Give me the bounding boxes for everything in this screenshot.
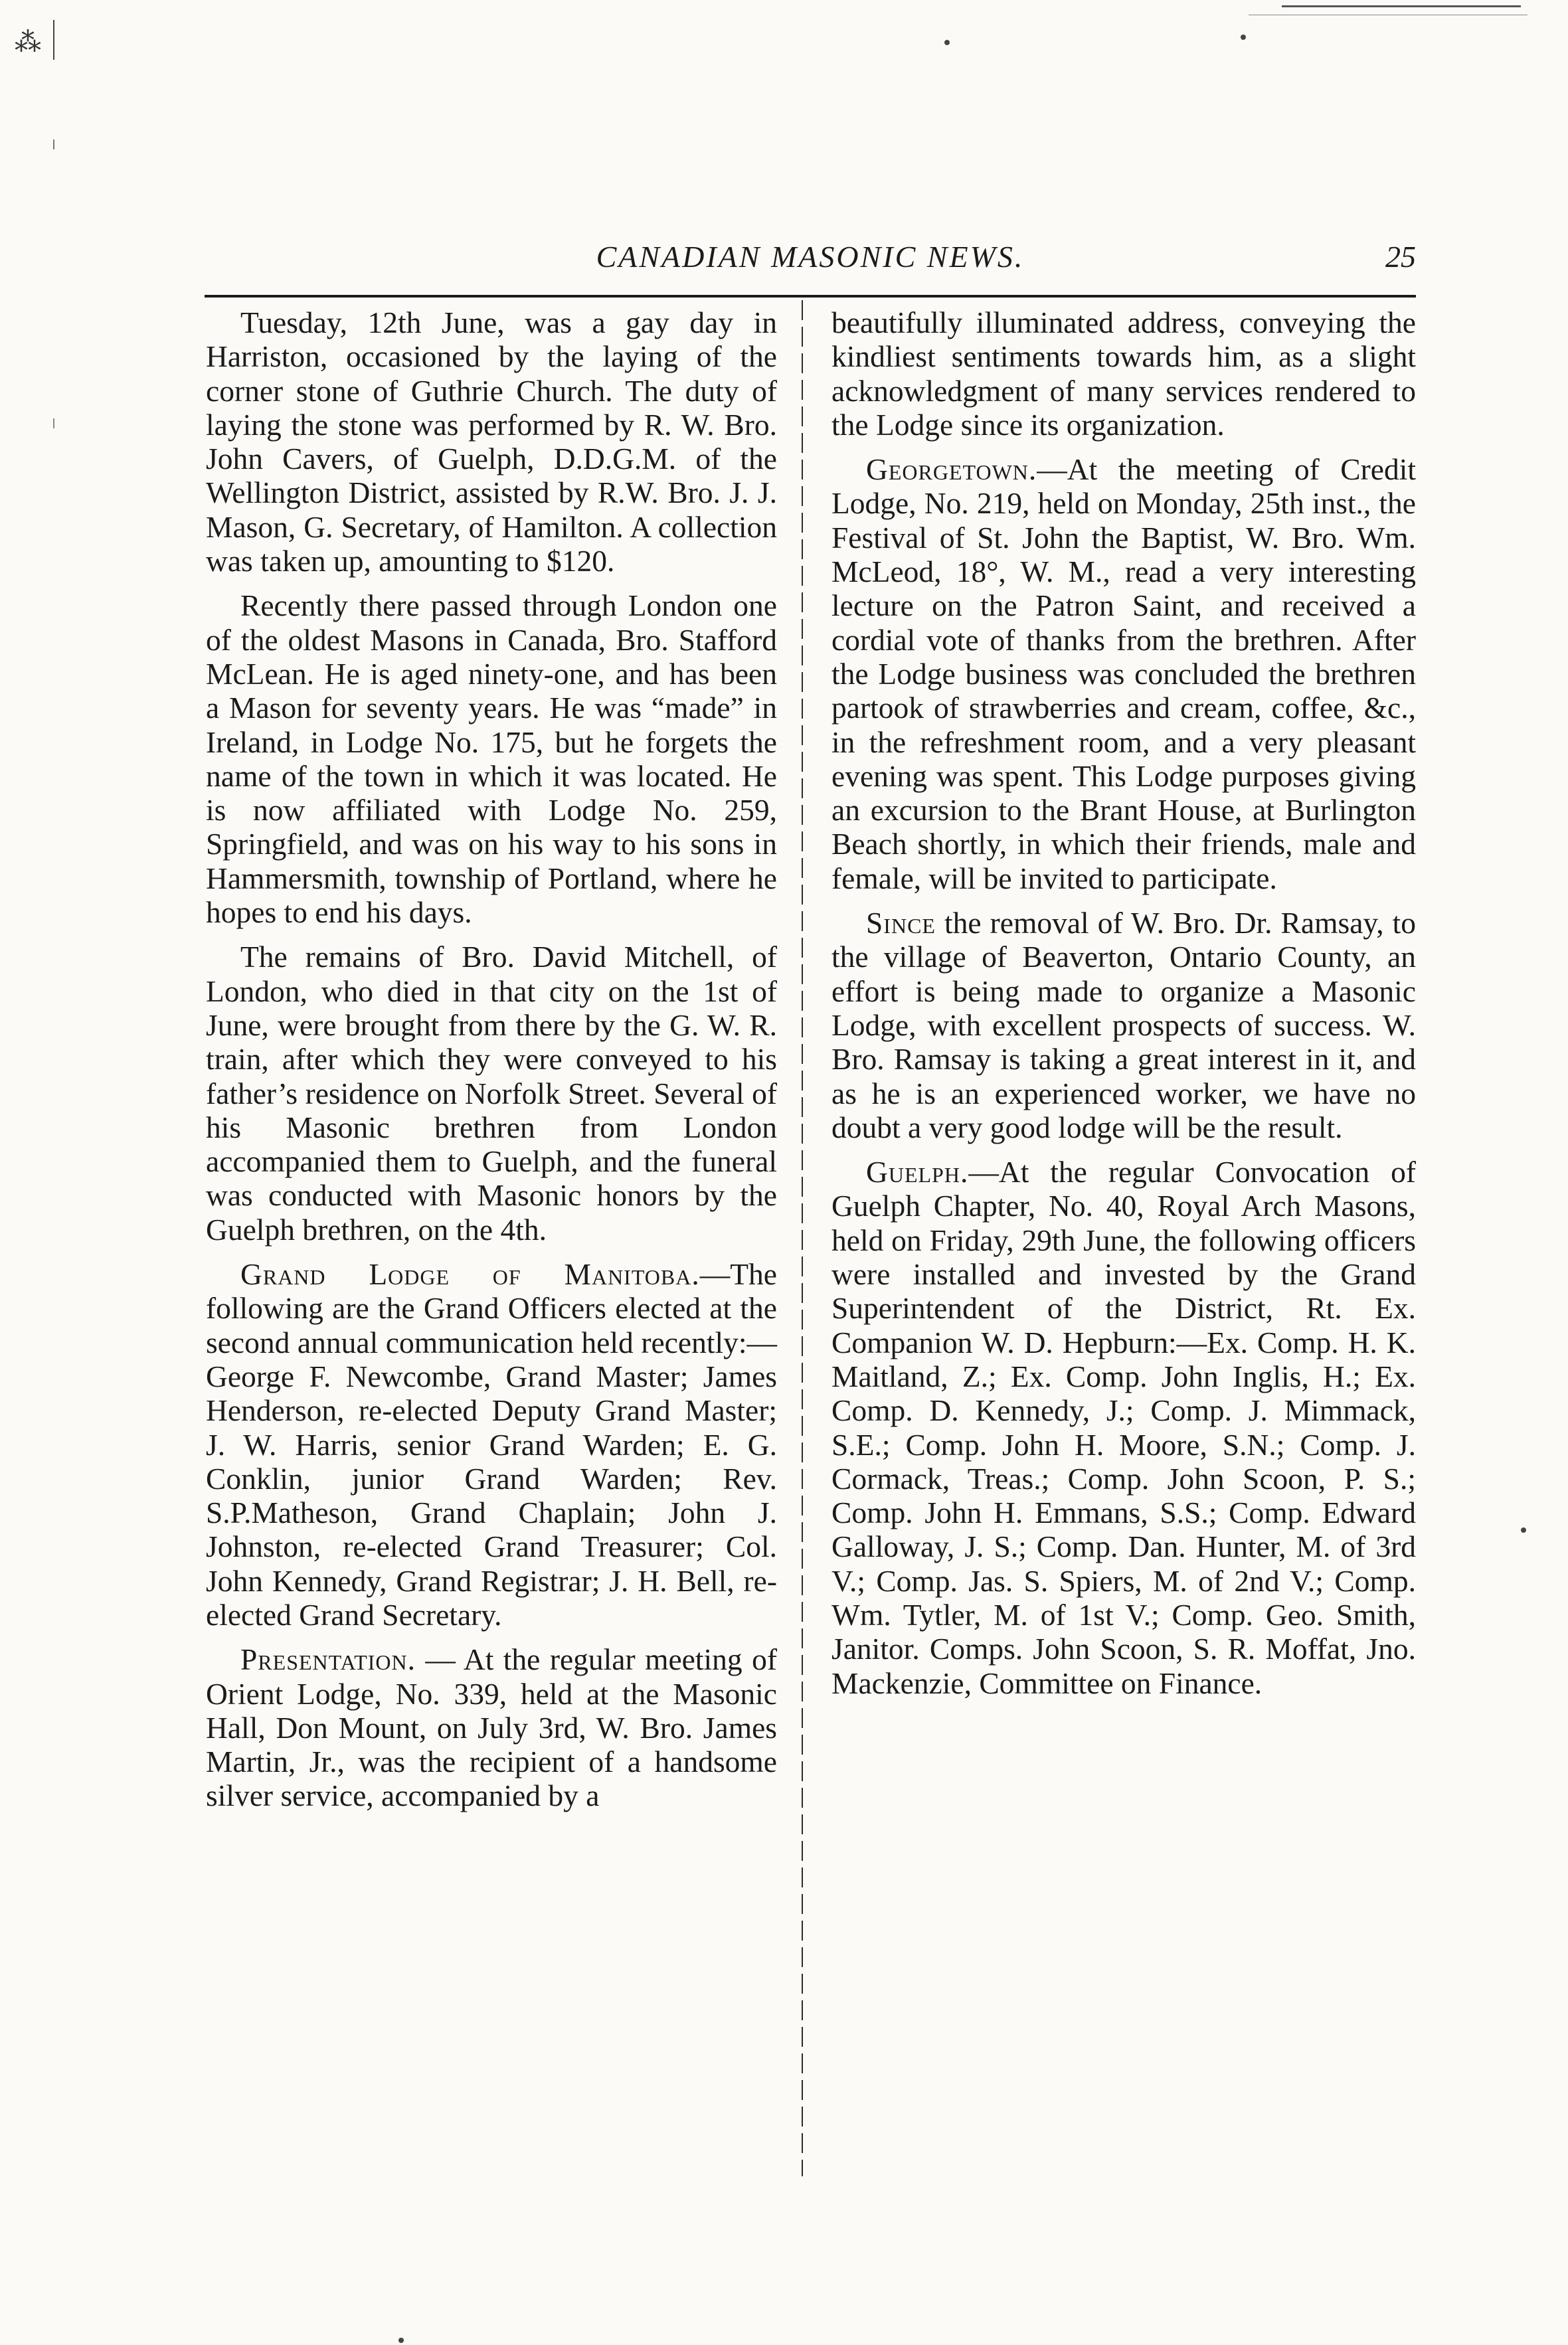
article-paragraph: Recently there passed through London one of the oldest Masons in Canada, Bro. Stafford McLean. He is aged ninety-one, and has been a Mason for seventy years. He was “made” in Ireland, in Lodge No. 175, but he forgets the name of the town in which it was located. He is now affiliated with Lodge No. 259, Springfield, and was on his way to his sons in Hammersmith, township of Portland, where he hopes to end his days. (206, 588, 777, 930)
binding-edge-line (53, 20, 54, 1016)
column-divider (802, 300, 803, 2176)
speck (398, 2338, 404, 2343)
article-paragraph: Guelph.—At the regular Convocation of Guelph Chapter, No. 40, Royal Arch Masons, held on Friday, 29th June, the following officers were installed and invested by the Grand Superintendent of the District, Rt. Ex. Companion W. D. Hepburn:—Ex. Comp. H. K. Maitland, Z.; Ex. Comp. John Inglis, H.; Ex. Comp. D. Kennedy, J.; Comp. J. Mimmack, S.E.; Comp. John H. Moore, S.N.; Comp. J. Cormack, Treas.; Comp. John Scoon, P. S.; Comp. John H. Emmans, S.S.; Comp. Edward Galloway, J. S.; Comp. Dan. Hunter, M. of 3rd V.; Comp. Jas. S. Spiers, M. of 2nd V.; Comp. Wm. Tytler, M. of 1st V.; Comp. Geo. Smith, Janitor. Comps. John Scoon, S. R. Moffat, Jno. Mackenzie, Committee on Finance. (831, 1155, 1416, 1700)
left-column (206, 305, 777, 1824)
article-paragraph: Grand Lodge of Manitoba.—The following are the Grand Officers elected at the second annual communication held recently:—George F. Newcombe, Grand Master; James Henderson, re-elected Deputy Grand Master; J. W. Harris, senior Grand Warden; E. G. Conklin, junior Grand Warden; Rev. S.P.Matheson, Grand Chaplain; John J. Johnston, re-elected Grand Treasurer; Col. John Kennedy, Grand Registrar; J. H. Bell, re-elected Grand Secretary. (206, 1257, 777, 1632)
speck (1241, 35, 1246, 40)
page-header (205, 239, 1416, 286)
article-paragraph: Tuesday, 12th June, was a gay day in Harriston, occasioned by the laying of the corner stone of Guthrie Church. The duty of laying the stone was performed by R. W. Bro. John Cavers, of Guelph, D.D.G.M. of the Wellington District, assisted by R.W. Bro. J. J. Mason, G. Secretary, of Hamilton. A collection was taken up, amounting to $120. (206, 305, 777, 578)
top-edge-rule (1282, 5, 1521, 7)
right-column (831, 305, 1416, 1711)
section-heading: Since (866, 906, 936, 940)
section-heading: Presentation. (240, 1642, 416, 1677)
article-paragraph: Georgetown.—At the meeting of Credit Lodge, No. 219, held on Monday, 25th inst., the Festival of St. John the Baptist, W. Bro. Wm. McLeod, 18°, W. M., read a very interesting lecture on the Patron Saint, and received a cordial vote of thanks from the brethren. After the Lodge business was concluded the brethren partook of strawberries and cream, coffee, &c., in the refreshment room, and a very pleasant evening was spent. This Lodge purposes giving an excursion to the Brant House, at Burlington Beach shortly, in which their friends, male and female, will be invited to participate. (831, 452, 1416, 895)
speck (1521, 1527, 1526, 1533)
section-heading: Grand Lodge of Manitoba. (240, 1257, 700, 1292)
article-paragraph: The remains of Bro. David Mitchell, of London, who died in that city on the 1st of June, were brought from there by the G. W. R. train, after which they were conveyed to his father’s residence on Norfolk Street. Several of his Masonic brethren from London accompanied them to Guelph, and the funeral was conducted with Masonic honors by the Guelph brethren, on the 4th. (206, 940, 777, 1247)
article-paragraph: beautifully illuminated address, conveying the kindliest sentiments towards him, as a slight acknowledgment of many services rendered to the Lodge since its organization. (831, 305, 1416, 442)
running-title: CANADIAN MASONIC NEWS. (596, 240, 1025, 274)
article-paragraph: Since the removal of W. Bro. Dr. Ramsay, to the village of Beaverton, Ontario County, an effort is being made to organize a Masonic Lodge, with excellent prospects of success. W. Bro. Ramsay is taking a great interest in it, and as he is an experienced worker, we have no doubt a very good lodge will be the result. (831, 906, 1416, 1144)
page-number: 25 (1385, 240, 1416, 274)
section-heading: Guelph. (866, 1155, 969, 1189)
section-heading: Georgetown. (866, 452, 1037, 487)
article-paragraph: Presentation. — At the regular meeting of Orient Lodge, No. 339, held at the Masonic Hall, Don Mount, on July 3rd, W. Bro. James Martin, Jr., was the recipient of a handsome silver service, accompanied by a (206, 1642, 777, 1813)
margin-mark: ⁂ (15, 27, 41, 57)
speck (944, 40, 950, 45)
header-rule (205, 295, 1416, 298)
